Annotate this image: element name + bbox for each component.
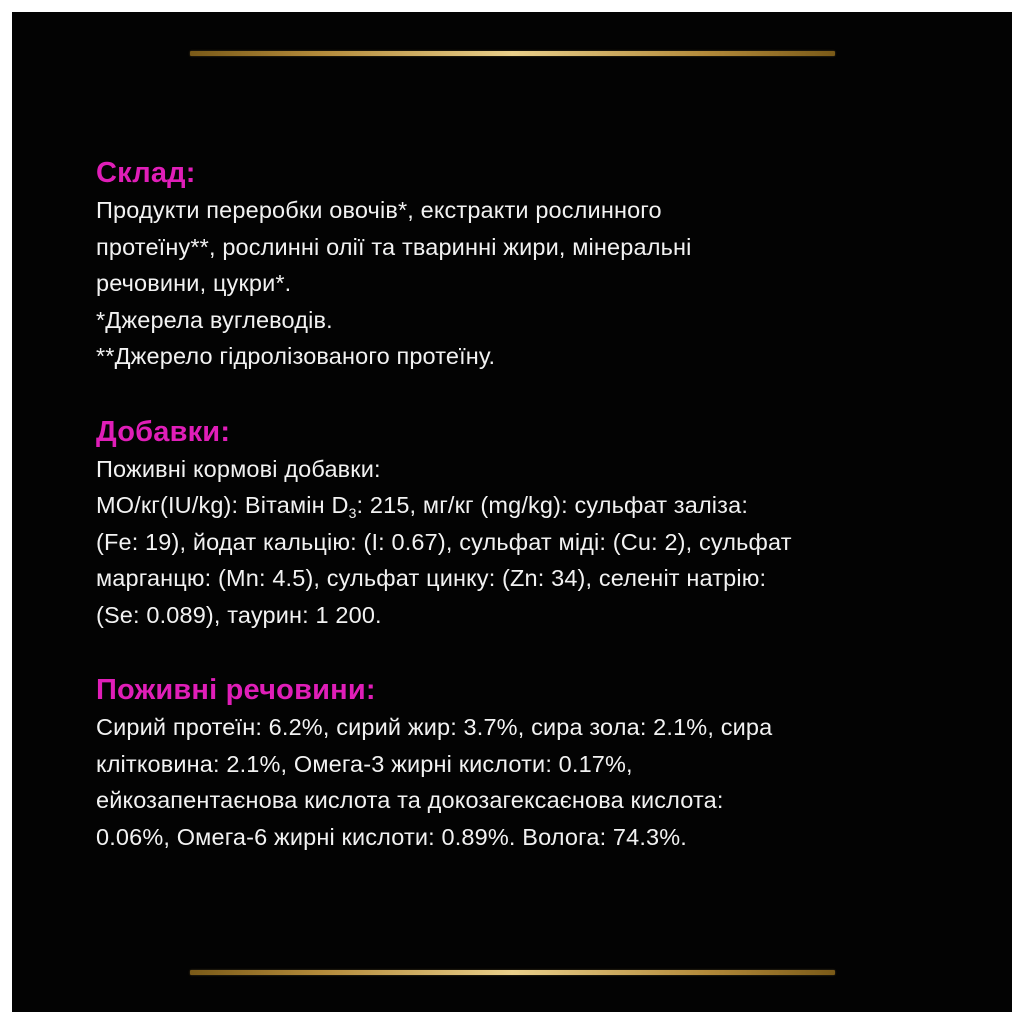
nutrients-line: клітковина: 2.1%, Омега-3 жирні кислоти: 0.17%, xyxy=(96,750,633,777)
nutrients-heading: Поживні речовини: xyxy=(96,674,376,706)
additives-line: (Se: 0.089), таурин: 1 200. xyxy=(96,601,382,628)
additives-line: (Fe: 19), йодат кальцію: (I: 0.67), сульфат міді: (Cu: 2), сульфат xyxy=(96,528,792,555)
nutrients-line: Сирий протеїн: 6.2%, сирий жир: 3.7%, сира зола: 2.1%, сира xyxy=(96,714,773,740)
section-additives xyxy=(96,414,976,634)
label-panel xyxy=(12,12,1012,1012)
composition-line: Продукти переробки овочів*, екстракти рослинного xyxy=(96,197,662,223)
bottom-gold-divider xyxy=(190,970,835,975)
footnote-carbohydrates: *Джерела вуглеводів. xyxy=(96,306,333,333)
top-gold-divider xyxy=(190,51,835,56)
vitamin-prefix: МО/кг(IU/kg): Вітамін D xyxy=(96,492,349,518)
section-composition xyxy=(96,155,976,375)
nutrients-line: 0.06%, Омега-6 жирні кислоти: 0.89%. Волога: 74.3%. xyxy=(96,823,687,850)
vitamin-suffix: : 215, мг/кг (mg/kg): сульфат заліза: xyxy=(356,492,749,518)
vitamin-subscript: 3 xyxy=(348,505,357,521)
footnote-hydrolyzed-protein: **Джерело гідролізованого протеїну. xyxy=(96,343,496,369)
additives-heading: Добавки: xyxy=(96,415,231,448)
composition-heading: Склад: xyxy=(96,157,196,189)
nutrients-line: ейкозапентаєнова кислота та докозагексаєнова кислота: xyxy=(96,787,724,813)
section-nutrients xyxy=(96,672,976,855)
composition-content xyxy=(96,155,976,855)
additives-vitamin-line xyxy=(96,487,976,524)
additives-line: Поживні кормові добавки: xyxy=(96,455,381,482)
composition-line: речовини, цукри*. xyxy=(96,270,292,296)
additives-line: марганцю: (Mn: 4.5), сульфат цинку: (Zn: 34), селеніт натрію: xyxy=(96,565,767,591)
composition-line: протеїну**, рослинні олії та тваринні жири, мінеральні xyxy=(96,233,692,260)
